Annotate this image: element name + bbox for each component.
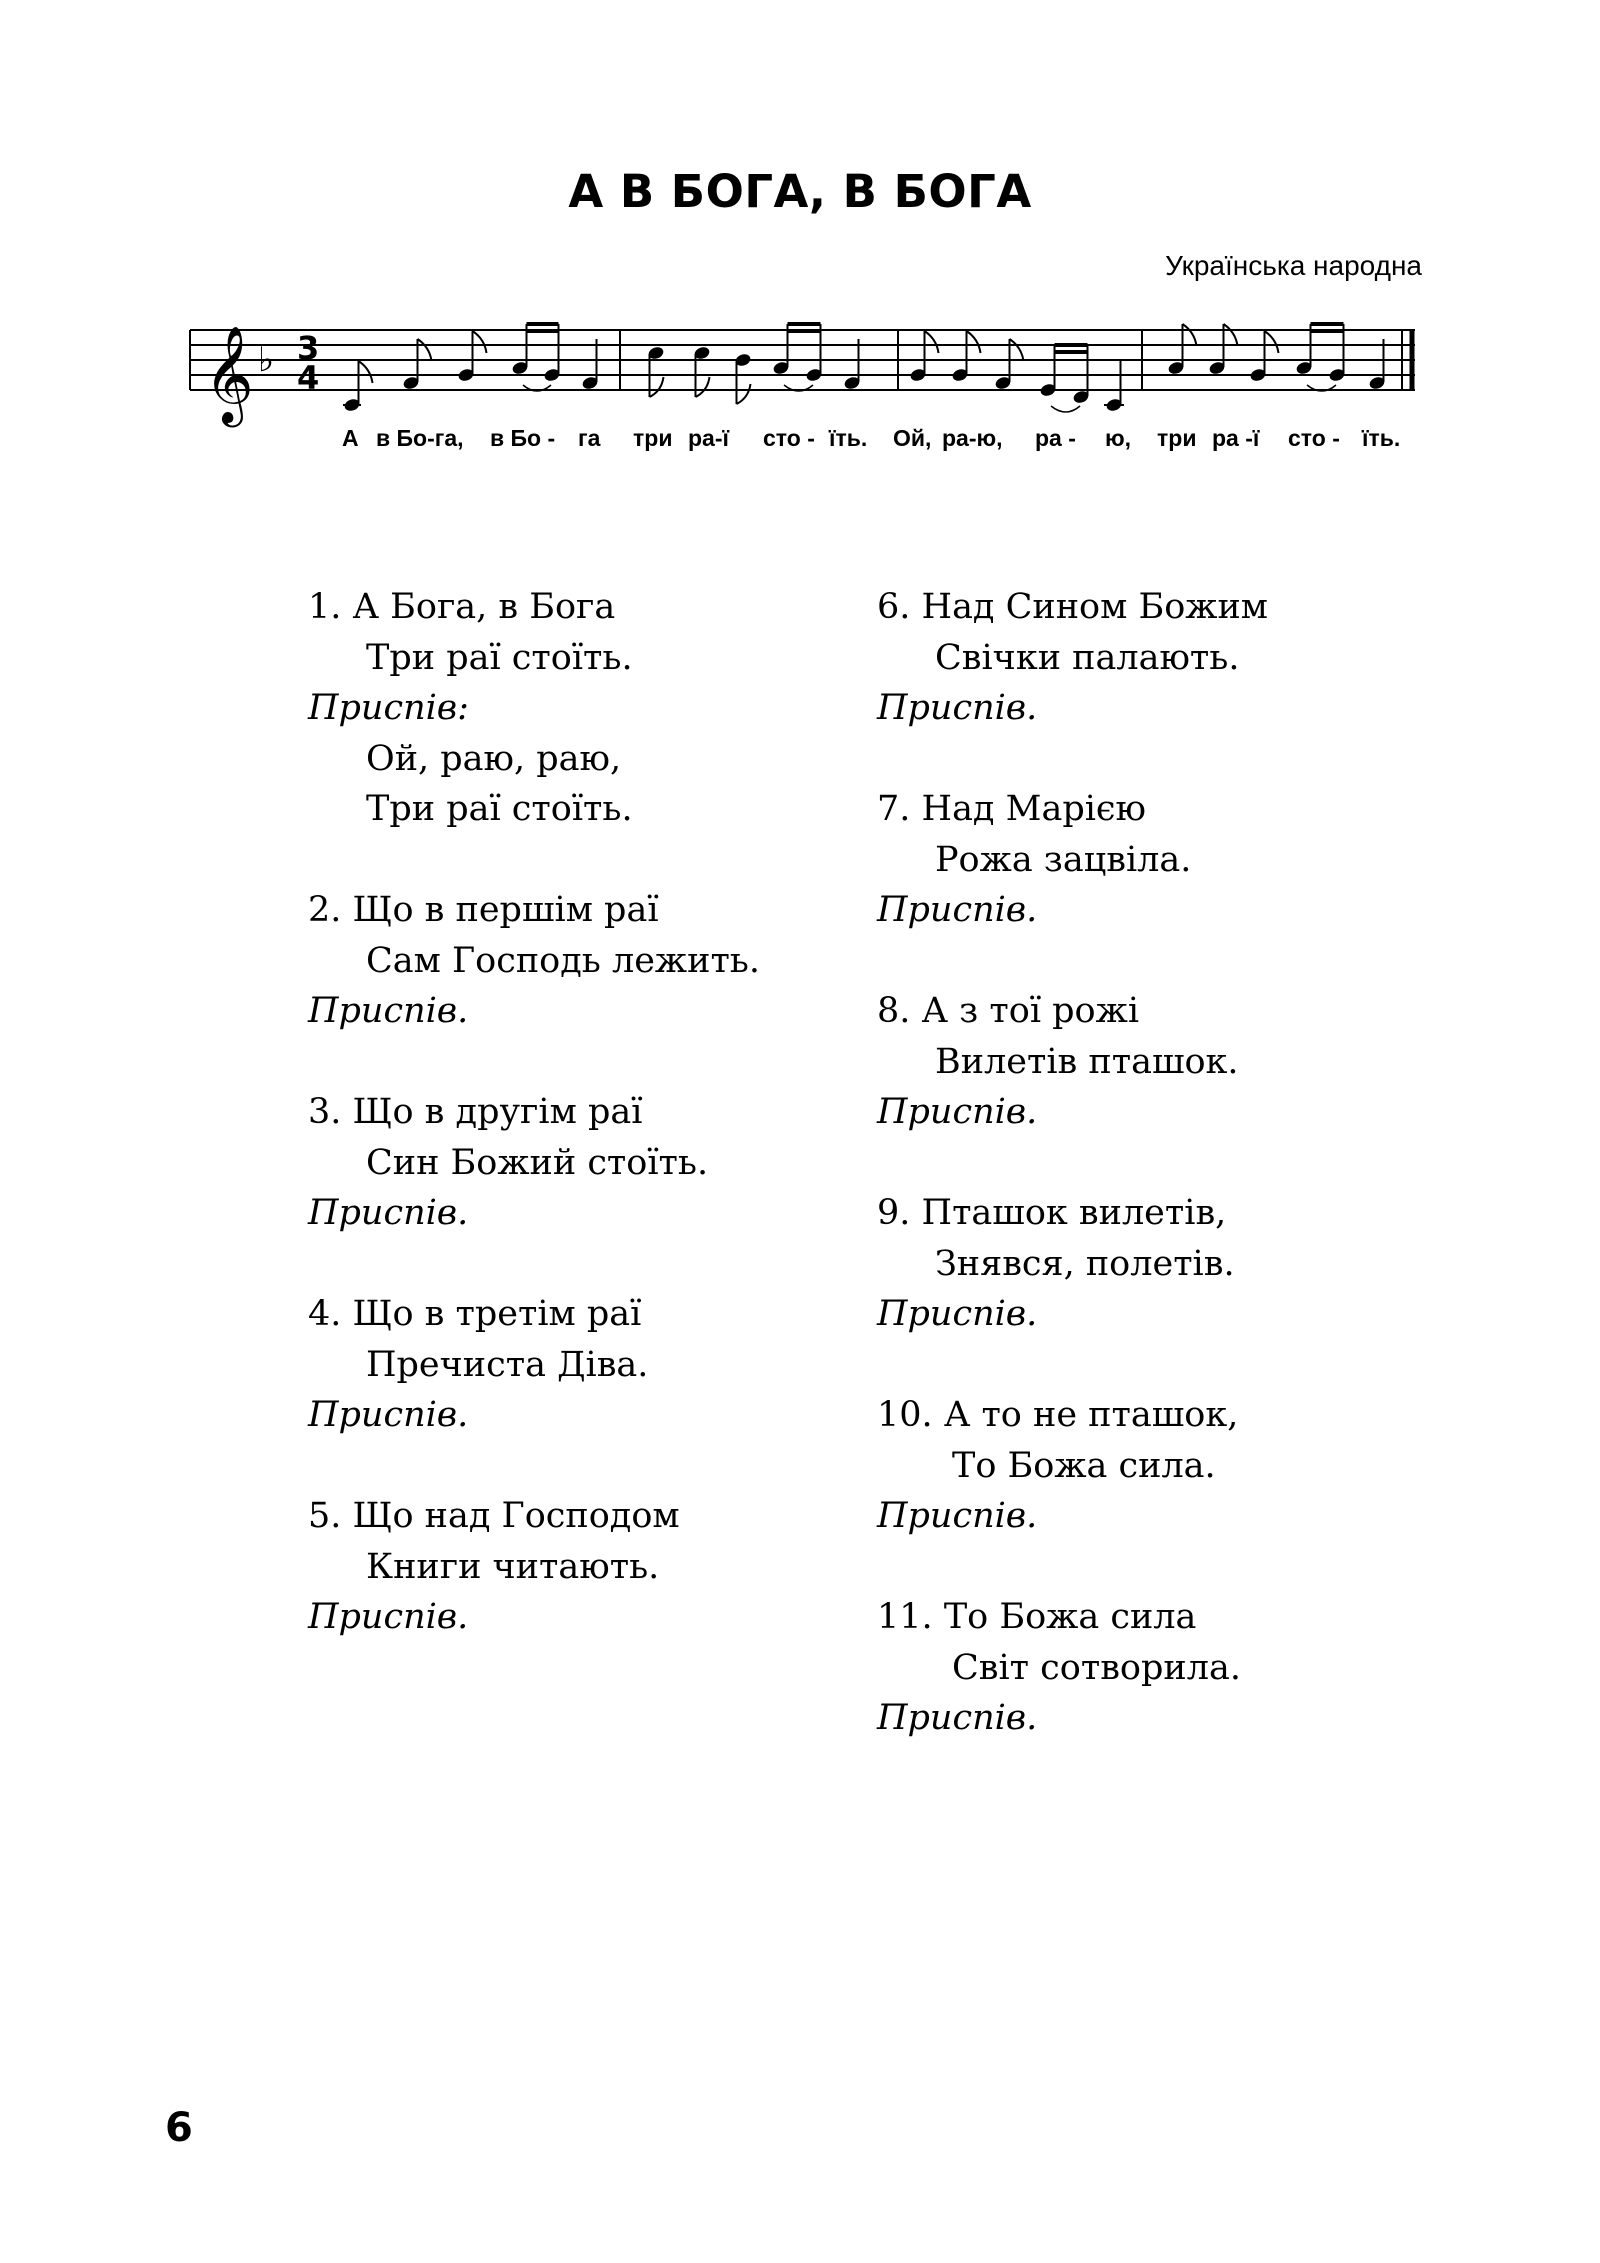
lyric-syllable: сто -	[763, 425, 815, 451]
verse	[308, 1491, 760, 1643]
lyric-syllable: ю,	[1105, 425, 1132, 451]
verse-line: Пречиста Діва.	[366, 1344, 649, 1385]
verse	[877, 1188, 1268, 1340]
verse-line: Рожа зацвіла.	[935, 839, 1192, 880]
verse-text: Над Марією	[921, 789, 1146, 829]
verse-line: Книги читають.	[366, 1546, 660, 1587]
verse-number: 5.	[308, 1496, 342, 1536]
verse-number: 11.	[877, 1597, 933, 1637]
verse-number: 9.	[877, 1193, 911, 1233]
verse-line: Світ сотворила.	[952, 1647, 1241, 1688]
measure-3	[909, 331, 1124, 413]
lyric-syllable: ра -ї	[1212, 425, 1260, 451]
lyric-syllable: ра-ї	[688, 425, 729, 451]
chorus-label: Приспів.	[308, 1395, 469, 1435]
music-score	[0, 0, 1600, 480]
verse-text: Над Сином Божим	[921, 587, 1269, 627]
score-lyrics	[0, 425, 1600, 465]
verse	[308, 582, 760, 835]
verse-text: А Бога, в Бога	[352, 587, 616, 627]
verse-text: А з тої рожі	[921, 991, 1140, 1031]
chorus-line: Ой, раю, раю,	[366, 738, 622, 779]
measure-2	[647, 324, 861, 404]
treble-clef-icon: 𝄞	[204, 325, 254, 423]
verse-number: 4.	[308, 1294, 342, 1334]
chorus-line: Три раї стоїть.	[366, 789, 633, 829]
chorus-label: Приспів.	[877, 1698, 1038, 1738]
verses-right-column	[877, 582, 1268, 1794]
verse-line: Знявся, полетів.	[935, 1243, 1235, 1284]
verse-line	[877, 1592, 1268, 1643]
verse-text: Пташок вилетів,	[921, 1193, 1227, 1233]
verse-line: Сам Господь лежить.	[366, 940, 760, 981]
verse-text: Що в другім раї	[352, 1092, 643, 1132]
lyric-syllable: га	[578, 425, 601, 451]
verse-number: 1.	[308, 587, 342, 627]
verse-line	[308, 1289, 760, 1340]
verse-line	[308, 1491, 760, 1542]
verse-number: 2.	[308, 890, 342, 930]
chorus-label: Приспів.	[308, 1193, 469, 1233]
verse-number: 6.	[877, 587, 911, 627]
lyric-syllable: в Бо-га,	[376, 425, 464, 451]
verse-line: Свічки палають.	[935, 637, 1240, 678]
verse-text: А то не пташок,	[943, 1395, 1239, 1435]
flat-icon: ♭	[258, 340, 275, 380]
verse-line: Три раї стоїть.	[366, 637, 633, 678]
chorus-label: Приспів.	[877, 1294, 1038, 1334]
lyric-syllable: ра -	[1035, 425, 1076, 451]
chorus-label: Приспів.	[308, 1597, 469, 1637]
staff-lines	[190, 330, 1415, 390]
verse-number: 8.	[877, 991, 911, 1031]
verse-number: 10.	[877, 1395, 933, 1435]
verse-line	[308, 885, 760, 936]
verse	[877, 986, 1268, 1138]
verse-line	[877, 582, 1268, 633]
time-signature-bottom: 4	[297, 359, 320, 397]
verse-line	[308, 1087, 760, 1138]
verse	[877, 582, 1268, 734]
verse-line: То Божа сила.	[952, 1445, 1216, 1486]
song-title: А В БОГА, В БОГА	[568, 165, 1032, 218]
verse-text: Що в першім раї	[352, 890, 659, 930]
verse-line: Син Божий стоїть.	[366, 1142, 709, 1183]
chorus-label: Приспів:	[308, 688, 469, 728]
measure-4	[1167, 324, 1386, 391]
lyric-syllable: ра-ю,	[942, 425, 1003, 451]
lyric-syllable: їть.	[829, 425, 868, 451]
chorus-label: Приспів.	[877, 890, 1038, 930]
verse	[308, 885, 760, 1037]
lyric-syllable: А	[342, 425, 359, 451]
chorus-label: Приспів.	[877, 1092, 1038, 1132]
verses-left-column	[308, 582, 760, 1693]
chorus-label: Приспів.	[877, 688, 1038, 728]
verse-number: 7.	[877, 789, 911, 829]
verse-text: Що в третім раї	[352, 1294, 642, 1334]
page-number: 6	[165, 2105, 193, 2151]
verse-number: 3.	[308, 1092, 342, 1132]
chorus-label: Приспів.	[308, 991, 469, 1031]
verse	[877, 1390, 1268, 1542]
verse-line	[877, 1188, 1268, 1239]
lyric-syllable: їть.	[1362, 425, 1401, 451]
verse-line: Вилетів пташок.	[935, 1041, 1239, 1082]
lyric-syllable: в Бо -	[490, 425, 556, 451]
chorus-label: Приспів.	[877, 1496, 1038, 1536]
verse-line	[308, 582, 760, 633]
lyric-syllable: сто -	[1288, 425, 1340, 451]
verse-line	[877, 986, 1268, 1037]
verse-line	[877, 1390, 1268, 1441]
verse	[308, 1289, 760, 1441]
verse	[877, 1592, 1268, 1744]
measure-1	[343, 324, 599, 413]
verse	[308, 1087, 760, 1239]
lyric-syllable: три	[633, 425, 673, 451]
verse-text: То Божа сила	[943, 1597, 1197, 1637]
time-signature-top: 3	[297, 329, 320, 367]
verse-line	[877, 784, 1268, 835]
lyric-syllable: Ой,	[893, 425, 932, 451]
verse	[877, 784, 1268, 936]
verse-text: Що над Господом	[352, 1496, 680, 1536]
song-attribution: Українська народна	[1165, 250, 1422, 281]
lyric-syllable: три	[1157, 425, 1197, 451]
